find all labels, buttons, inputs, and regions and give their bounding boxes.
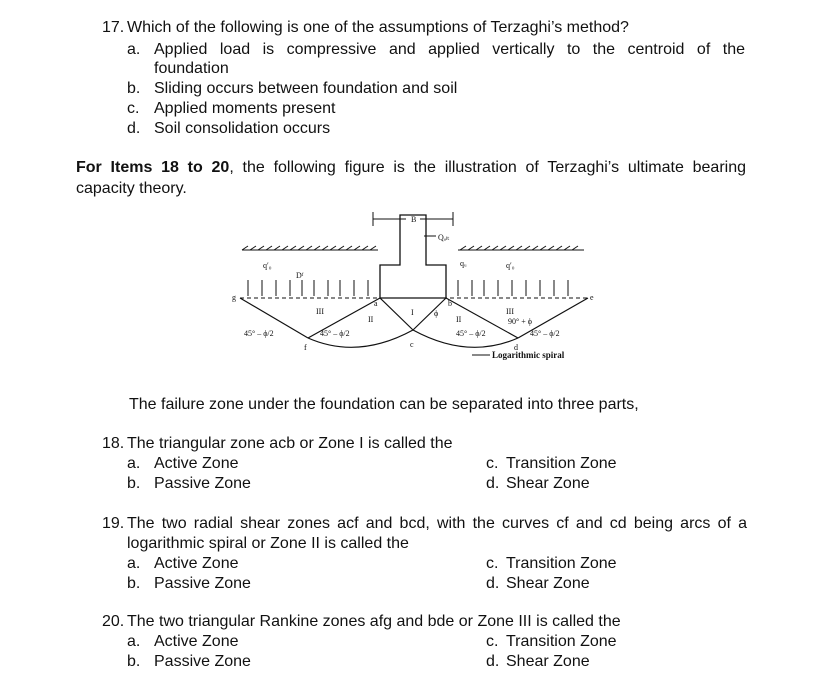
option-text: Shear Zone	[506, 575, 590, 592]
option-letter: b.	[127, 575, 141, 592]
option-letter: a.	[127, 455, 141, 472]
question-text: The two triangular Rankine zones afg and bde or Zone III is called the	[127, 613, 621, 630]
label-angle-left-outer: 45° – ϕ/2	[244, 329, 274, 338]
option-text: Active Zone	[154, 633, 239, 650]
label-point-e: e	[590, 293, 594, 302]
label-angle-right-outer: 45° – ϕ/2	[530, 329, 560, 338]
label-q0-left: q′₀	[263, 261, 272, 270]
option-text-continued: foundation	[154, 60, 229, 77]
option-letter: c.	[486, 455, 499, 472]
option-text: Transition Zone	[506, 633, 617, 650]
label-B: B	[411, 215, 417, 224]
option-17a-cont	[154, 59, 229, 79]
option-text: Applied moments present	[154, 100, 336, 117]
question-number: 18.	[102, 435, 125, 452]
label-zone-I: I	[411, 308, 414, 317]
option-letter: d.	[127, 120, 141, 137]
intro-line-2: capacity theory.	[76, 180, 187, 197]
option-text: Passive Zone	[154, 653, 251, 670]
option-letter: b.	[127, 80, 141, 97]
option-text: Active Zone	[154, 555, 239, 572]
option-letter: d.	[486, 653, 500, 670]
option-text: Applied load is compressive and applied vertically to the centroid of the	[154, 41, 745, 58]
option-letter: b.	[127, 475, 141, 492]
option-letter: b.	[127, 653, 141, 670]
option-letter: c.	[127, 100, 140, 117]
intro-rest: , the following figure is the illustration of Terzaghi’s ultimate bearing	[229, 159, 747, 176]
question-19-cont	[127, 534, 409, 554]
option-text: Active Zone	[154, 455, 239, 472]
intro-bold: For Items 18 to 20	[76, 159, 230, 176]
label-point-d: d	[514, 343, 518, 352]
option-letter: c.	[486, 555, 499, 572]
label-angle-right-inner: 45° – ϕ/2	[456, 329, 486, 338]
option-text: Passive Zone	[154, 475, 251, 492]
intro-paragraph	[76, 157, 746, 199]
label-angle-90: 90° + ϕ	[508, 317, 532, 326]
label-point-b: b	[448, 299, 452, 308]
label-angle-left-inner: 45° – ϕ/2	[320, 329, 350, 338]
option-letter: c.	[486, 633, 499, 650]
option-letter: a.	[127, 41, 141, 58]
label-zone-II-left: II	[368, 315, 374, 324]
label-q-ult: Qₐₗₜ	[438, 233, 450, 242]
label-point-c: c	[410, 340, 414, 349]
label-zone-II-right: II	[456, 315, 462, 324]
option-letter: d.	[486, 475, 500, 492]
label-point-a: a	[374, 299, 378, 308]
question-text: The two radial shear zones acf and bcd, with the curves cf and cd being arcs of a	[127, 515, 747, 532]
label-phi: ϕ	[434, 309, 439, 318]
label-q0-right: q′₀	[506, 261, 515, 270]
label-zone-III-right: III	[506, 307, 514, 316]
label-Df: Dᶠ	[296, 271, 304, 280]
question-text: The triangular zone acb or Zone I is called the	[127, 435, 453, 452]
label-qu: qᵤ	[460, 259, 467, 268]
option-text: Sliding occurs between foundation and soil	[154, 80, 458, 97]
option-letter: d.	[486, 575, 500, 592]
label-point-f: f	[304, 343, 307, 352]
terzaghi-figure	[228, 210, 598, 370]
option-text: Transition Zone	[506, 455, 617, 472]
option-letter: a.	[127, 633, 141, 650]
question-number: 17.	[102, 19, 125, 36]
intro-line-1	[76, 157, 746, 178]
question-number: 19.	[102, 515, 125, 532]
question-number: 20.	[102, 613, 125, 630]
failure-zones	[240, 298, 588, 347]
option-text: Shear Zone	[506, 475, 590, 492]
label-zone-III-left: III	[316, 307, 324, 316]
footing	[380, 215, 446, 298]
label-log-spiral: Logarithmic spiral	[492, 350, 565, 360]
separator-text: The failure zone under the foundation can be separated into three parts,	[129, 396, 639, 413]
option-text: Soil consolidation occurs	[154, 120, 331, 137]
question-text: Which of the following is one of the assumptions of Terzaghi’s method?	[127, 19, 629, 36]
option-text: Transition Zone	[506, 555, 617, 572]
option-text: Passive Zone	[154, 575, 251, 592]
question-text-continued: logarithmic spiral or Zone II is called the	[127, 535, 409, 552]
option-letter: a.	[127, 555, 141, 572]
option-text: Shear Zone	[506, 653, 590, 670]
label-point-g: g	[232, 293, 236, 302]
